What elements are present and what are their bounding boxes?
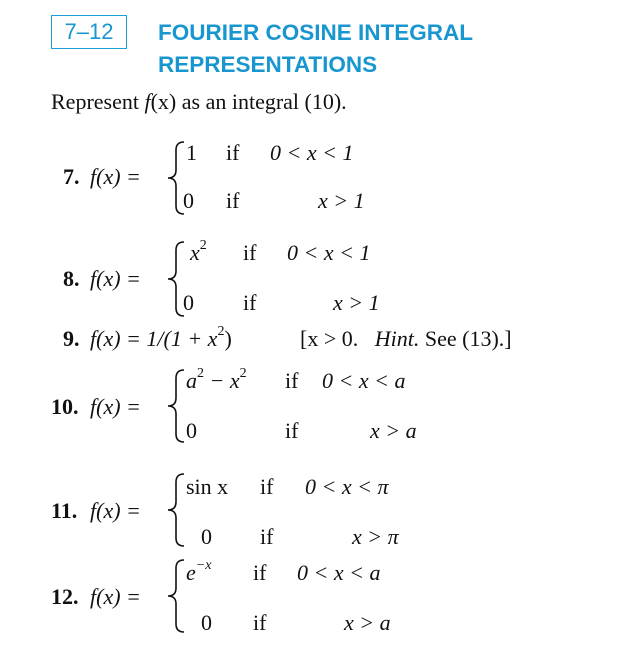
intro-paren-x: (x) <box>150 89 177 114</box>
case-condition: 0 < x < 1 <box>270 140 354 165</box>
problem-number: 9. <box>63 326 80 351</box>
bracket-text: [x > 0. <box>300 326 359 351</box>
minus-x-term: − x <box>204 368 240 393</box>
hint-label: Hint. <box>374 326 420 351</box>
problem-lhs: f(x) = <box>90 266 141 291</box>
expr-close: ) <box>224 326 232 351</box>
case-condition: x > π <box>352 524 399 549</box>
exponent: 2 <box>217 323 225 339</box>
if-word: if <box>253 560 267 585</box>
case-value: 0 <box>183 290 194 315</box>
problem-expression <box>90 323 232 351</box>
case-condition: 0 < x < a <box>322 368 406 393</box>
exponent: 2 <box>239 365 247 381</box>
left-brace <box>166 558 186 634</box>
problem-lhs: f(x) = <box>90 164 141 189</box>
problem-number: 7. <box>63 164 80 189</box>
case-value <box>186 557 212 585</box>
problem-lhs: f(x) = <box>90 584 141 609</box>
case-condition: x > 1 <box>333 290 380 315</box>
intro-pre: Represent <box>51 89 145 114</box>
problem-number: 12. <box>51 584 79 609</box>
if-word: if <box>226 140 240 165</box>
intro-fx: f <box>144 89 151 114</box>
case-value <box>190 237 207 265</box>
if-word: if <box>285 418 299 443</box>
case-condition: 0 < x < 1 <box>287 240 371 265</box>
a-term: a <box>186 368 197 393</box>
base: e <box>186 560 196 585</box>
problem-lhs: f(x) = <box>90 394 141 419</box>
heading-line-1: FOURIER COSINE INTEGRAL <box>158 20 474 45</box>
intro-post: as an integral (10). <box>176 89 347 114</box>
case-condition: 0 < x < π <box>305 474 389 499</box>
expr-main: f(x) = 1/(1 + x <box>90 326 218 351</box>
heading-line-2: REPRESENTATIONS <box>158 52 378 77</box>
left-brace <box>166 472 186 548</box>
if-word: if <box>243 290 257 315</box>
case-value: 0 <box>186 418 197 443</box>
problem-number: 10. <box>51 394 79 419</box>
exponent: 2 <box>197 365 204 381</box>
case-condition: 0 < x < a <box>297 560 381 585</box>
intro-text <box>51 89 347 115</box>
if-word: if <box>260 474 274 499</box>
case-value <box>186 365 247 393</box>
section-number-box: 7–12 <box>51 15 127 49</box>
section-heading <box>158 17 473 81</box>
exponent: 2 <box>199 237 207 253</box>
if-word: if <box>243 240 257 265</box>
see-ref: See (13).] <box>424 326 512 351</box>
case-value: 0 <box>183 188 194 213</box>
problem-number: 8. <box>63 266 80 291</box>
case-value: 0 <box>201 610 212 635</box>
problem-note <box>300 328 512 350</box>
problem-lhs: f(x) = <box>90 498 141 523</box>
base: x <box>190 240 200 265</box>
case-value: 0 <box>201 524 212 549</box>
if-word: if <box>260 524 274 549</box>
case-value: sin x <box>186 474 229 499</box>
case-value: 1 <box>186 140 197 165</box>
case-condition: x > 1 <box>318 188 365 213</box>
case-condition: x > a <box>370 418 417 443</box>
if-word: if <box>285 368 299 393</box>
if-word: if <box>226 188 240 213</box>
if-word: if <box>253 610 267 635</box>
exponent: −x <box>195 557 212 573</box>
problem-number: 11. <box>51 498 78 523</box>
case-condition: x > a <box>344 610 391 635</box>
left-brace <box>166 368 186 444</box>
